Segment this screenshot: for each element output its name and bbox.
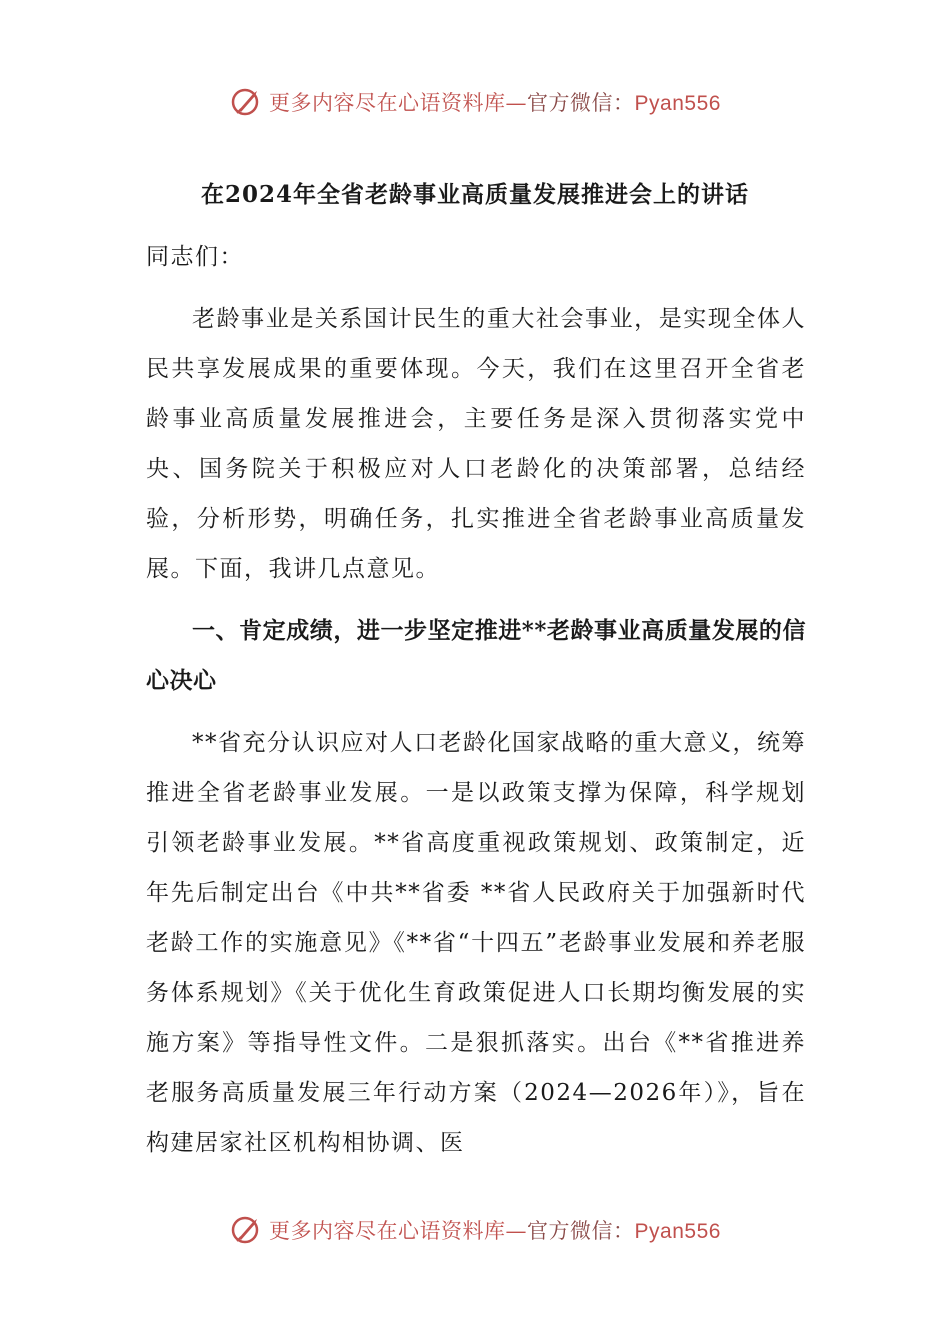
paragraph: **省充分认识应对人口老龄化国家战略的重大意义，统筹推进全省老龄事业发展。一是以政策支撑为保障，科学规划引领老龄事业发展。**省高度重视政策规划、政策制定，近年先后制定出台《中共**省委 **省人民政府关于加强新时代老龄工作的实施意见》《**省“十四五”老龄事业发展和养老服务体系规划》《关于优化生育政策促进人口长期均衡发展的实施方案》等指导性文件。二是狠抓落实。出台《**省推进养老服务高质量发展三年行动方案（2024—2026年）》，旨在构建居家社区机构相协调、医 [146, 730, 806, 1156]
section-heading: 一、肯定成绩，进一步坚定推进**老龄事业高质量发展的信心决心 [146, 617, 806, 694]
banner-text: 更多内容尽在心语资料库—官方微信：Pyan556 [269, 1219, 721, 1243]
paragraph: 老龄事业是关系国计民生的重大社会事业，是实现全体人民共享发展成果的重要体现。今天，我们在这里召开全省老龄事业高质量发展推进会，主要任务是深入贯彻落实党中央、国务院关于积极应对人口老龄化的决策部署，总结经验，分析形势，明确任务，扎实推进全省老龄事业高质量发展。下面，我讲几点意见。 [146, 306, 806, 582]
salutation: 同志们： [146, 244, 244, 270]
document-title: 在2024年全省老龄事业高质量发展推进会上的讲话 [200, 181, 749, 208]
quill-logo-icon [229, 85, 263, 119]
footer-banner [0, 1210, 950, 1250]
banner-text: 更多内容尽在心语资料库—官方微信：Pyan556 [269, 91, 721, 115]
quill-logo-icon [229, 1213, 263, 1247]
document-body [146, 232, 806, 1168]
header-banner [0, 82, 950, 122]
